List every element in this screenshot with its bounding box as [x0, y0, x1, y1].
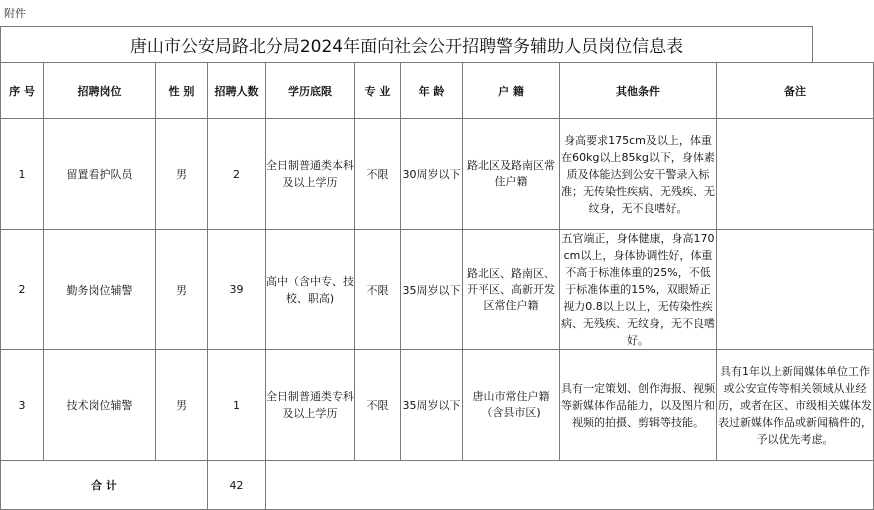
cell-age: 35周岁以下	[401, 350, 463, 461]
cell-education: 全日制普通类专科及以上学历	[266, 350, 355, 461]
cell-hukou: 路北区、路南区、开平区、高新开发区常住户籍	[463, 230, 560, 350]
cell-position: 留置看护队员	[44, 119, 156, 230]
cell-gender: 男	[156, 119, 208, 230]
attachment-label: 附件	[4, 7, 26, 20]
page-title: 唐山市公安局路北分局2024年面向社会公开招聘警务辅助人员岗位信息表	[129, 37, 684, 57]
cell-seq: 2	[1, 230, 44, 350]
header-age: 年 龄	[401, 63, 463, 119]
cell-count: 39	[208, 230, 266, 350]
header-major: 专 业	[355, 63, 401, 119]
header-row	[1, 63, 874, 119]
cell-education: 全日制普通类本科及以上学历	[266, 119, 355, 230]
cell-remarks	[717, 230, 874, 350]
header-other: 其他条件	[560, 63, 717, 119]
cell-major: 不限	[355, 350, 401, 461]
cell-age: 35周岁以下	[401, 230, 463, 350]
cell-education: 高中（含中专、技校、职高)	[266, 230, 355, 350]
cell-other: 具有一定策划、创作海报、视频等新媒体作品能力，以及图片和视频的拍摄、剪辑等技能。	[560, 350, 717, 461]
cell-remarks: 具有1年以上新闻媒体单位工作或公安宣传等相关领域从业经历，或者在区、市级相关媒体发表过新媒体作品或新闻稿件的，予以优先考虑。	[717, 350, 874, 461]
cell-seq: 1	[1, 119, 44, 230]
total-row	[1, 461, 874, 510]
table-row	[1, 119, 874, 230]
header-hukou: 户 籍	[463, 63, 560, 119]
table-title-row	[0, 26, 813, 62]
total-label: 合 计	[1, 461, 208, 510]
cell-gender: 男	[156, 350, 208, 461]
cell-other: 身高要求175cm及以上，体重在60kg以上85kg以下，身体素质及体能达到公安干警录入标准；无传染性疾病、无残疾、无纹身，无不良嗜好。	[560, 119, 717, 230]
header-seq: 序 号	[1, 63, 44, 119]
cell-count: 2	[208, 119, 266, 230]
cell-hukou: 路北区及路南区常住户籍	[463, 119, 560, 230]
header-education: 学历底限	[266, 63, 355, 119]
cell-count: 1	[208, 350, 266, 461]
cell-age: 30周岁以下	[401, 119, 463, 230]
total-empty	[266, 461, 874, 510]
cell-gender: 男	[156, 230, 208, 350]
table-row	[1, 230, 874, 350]
cell-remarks	[717, 119, 874, 230]
cell-major: 不限	[355, 230, 401, 350]
header-count: 招聘人数	[208, 63, 266, 119]
cell-other: 五官端正，身体健康，身高170cm以上，身体协调性好，体重不高于标准体重的25%，不低于标准体重的15%，双眼矫正视力0.8以上以上，无传染性疾病、无残疾、无纹身，无不良嗜好。	[560, 230, 717, 350]
header-position: 招聘岗位	[44, 63, 156, 119]
cell-position: 技术岗位辅警	[44, 350, 156, 461]
cell-major: 不限	[355, 119, 401, 230]
total-count: 42	[208, 461, 266, 510]
cell-seq: 3	[1, 350, 44, 461]
cell-position: 勤务岗位辅警	[44, 230, 156, 350]
header-remarks: 备注	[717, 63, 874, 119]
header-gender: 性 别	[156, 63, 208, 119]
cell-hukou: 唐山市常住户籍（含县市区)	[463, 350, 560, 461]
table-row	[1, 350, 874, 461]
recruitment-table	[0, 62, 874, 510]
